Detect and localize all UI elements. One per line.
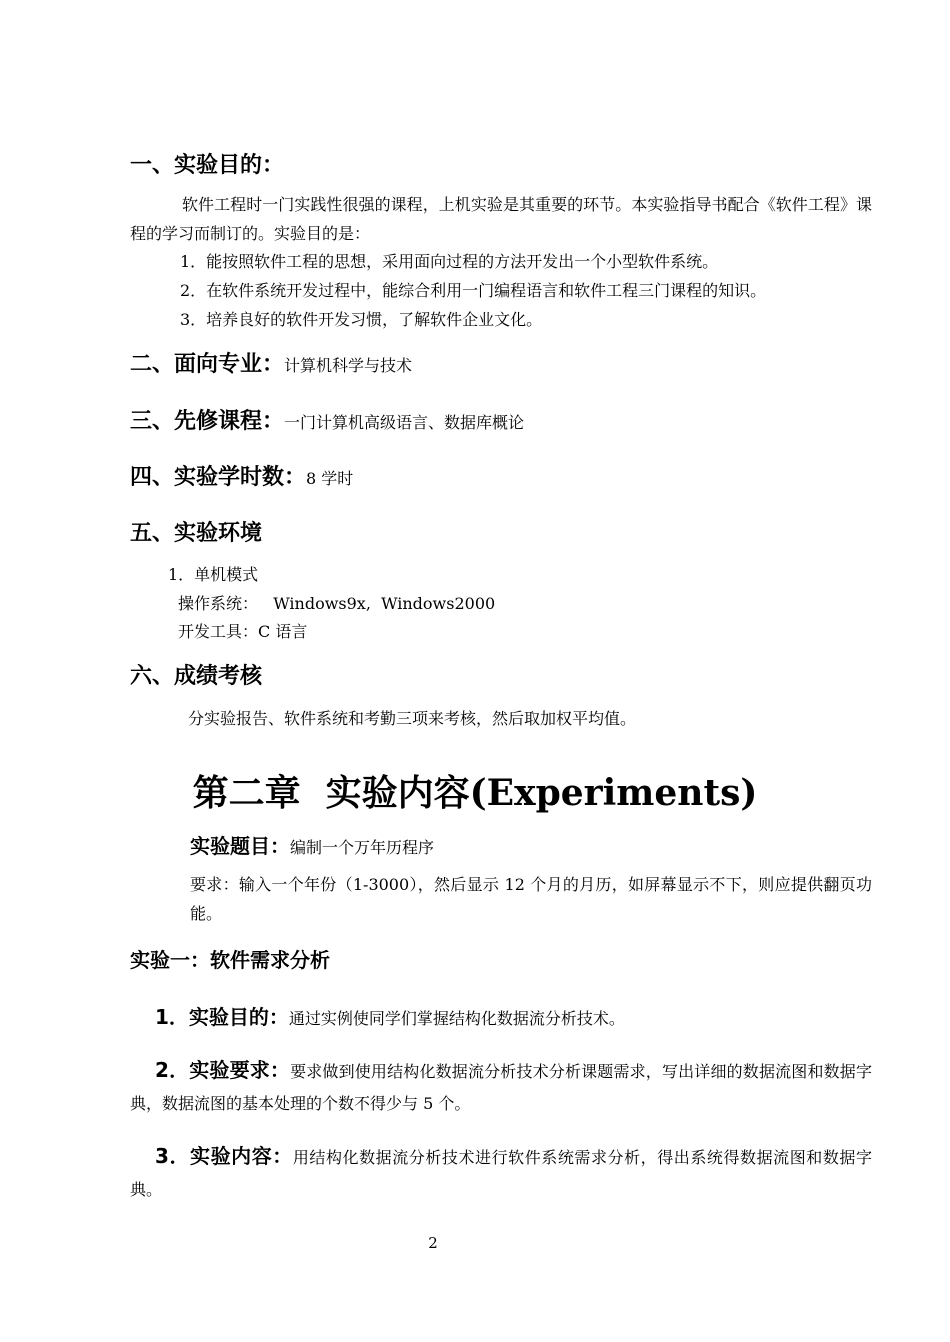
- section-2: [130, 347, 412, 378]
- topic-line: [190, 830, 434, 859]
- section-1-item-2: 2．在软件系统开发过程中，能综合利用一门编程语言和软件工程三门课程的知识。: [180, 281, 767, 300]
- section-4-heading: 四、实验学时数：: [130, 465, 307, 490]
- section-6-text: 分实验报告、软件系统和考勤三项来考核，然后取加权平均值。: [188, 709, 637, 728]
- topic-label: 实验题目：: [190, 834, 290, 858]
- env-os: 操作系统： Windows9x, Windows2000: [178, 594, 496, 613]
- section-3-heading: 三、先修课程：: [130, 409, 285, 434]
- section-3-value: 一门计算机高级语言、数据库概论: [284, 413, 525, 432]
- section-1-item-1: 1．能按照软件工程的思想，采用面向过程的方法开发出一个小型软件系统。: [180, 252, 719, 271]
- exp1-purpose: [155, 1001, 625, 1030]
- section-1-item-3: 3．培养良好的软件开发习惯，了解软件企业文化。: [180, 310, 543, 329]
- exp1-content-label: 3．实验内容：: [155, 1144, 293, 1168]
- exp1-requirement-label: 2．实验要求：: [155, 1058, 291, 1082]
- env-mode: 1．单机模式: [168, 565, 259, 584]
- exp1-content: [130, 1140, 872, 1206]
- section-4-value: 8 学时: [306, 469, 354, 488]
- topic-requirement: 要求：输入一个年份（1-3000），然后显示 12 个月的月历，如屏幕显示不下，则应提供翻页功能。: [190, 875, 872, 923]
- section-5-heading: 五、实验环境: [130, 521, 263, 546]
- section-4: [130, 460, 353, 491]
- section-2-heading: 二、面向专业：: [130, 352, 285, 377]
- exp1-purpose-text: 通过实例使同学们掌握结构化数据流分析技术。: [288, 1009, 625, 1028]
- section-1-intro: 软件工程时一门实践性很强的课程，上机实验是其重要的环节。本实验指导书配合《软件工程》课程的学习而制订的。实验目的是：: [130, 195, 872, 243]
- exp1-requirement: [130, 1054, 872, 1120]
- section-6-heading: 六、成绩考核: [130, 664, 263, 689]
- page-number: 2: [428, 1234, 438, 1252]
- exp1-purpose-label: 1．实验目的：: [155, 1005, 289, 1029]
- exp1-content-text: 用结构化数据流分析技术进行软件系统需求分析，得出系统得数据流图和数据字典。: [130, 1148, 872, 1199]
- section-3: [130, 404, 524, 435]
- experiment-1-heading: 实验一：软件需求分析: [130, 948, 330, 972]
- exp1-requirement-text: 要求做到使用结构化数据流分析技术分析课题需求，写出详细的数据流图和数据字典，数据流图的基本处理的个数不得少与 5 个。: [130, 1062, 872, 1113]
- section-1-heading: 一、实验目的：: [130, 153, 285, 178]
- chapter-title: 第二章 实验内容(Experiments): [192, 772, 758, 814]
- env-tool: 开发工具：C 语言: [178, 622, 308, 641]
- topic-value: 编制一个万年历程序: [290, 838, 435, 857]
- section-2-value: 计算机科学与技术: [284, 356, 413, 375]
